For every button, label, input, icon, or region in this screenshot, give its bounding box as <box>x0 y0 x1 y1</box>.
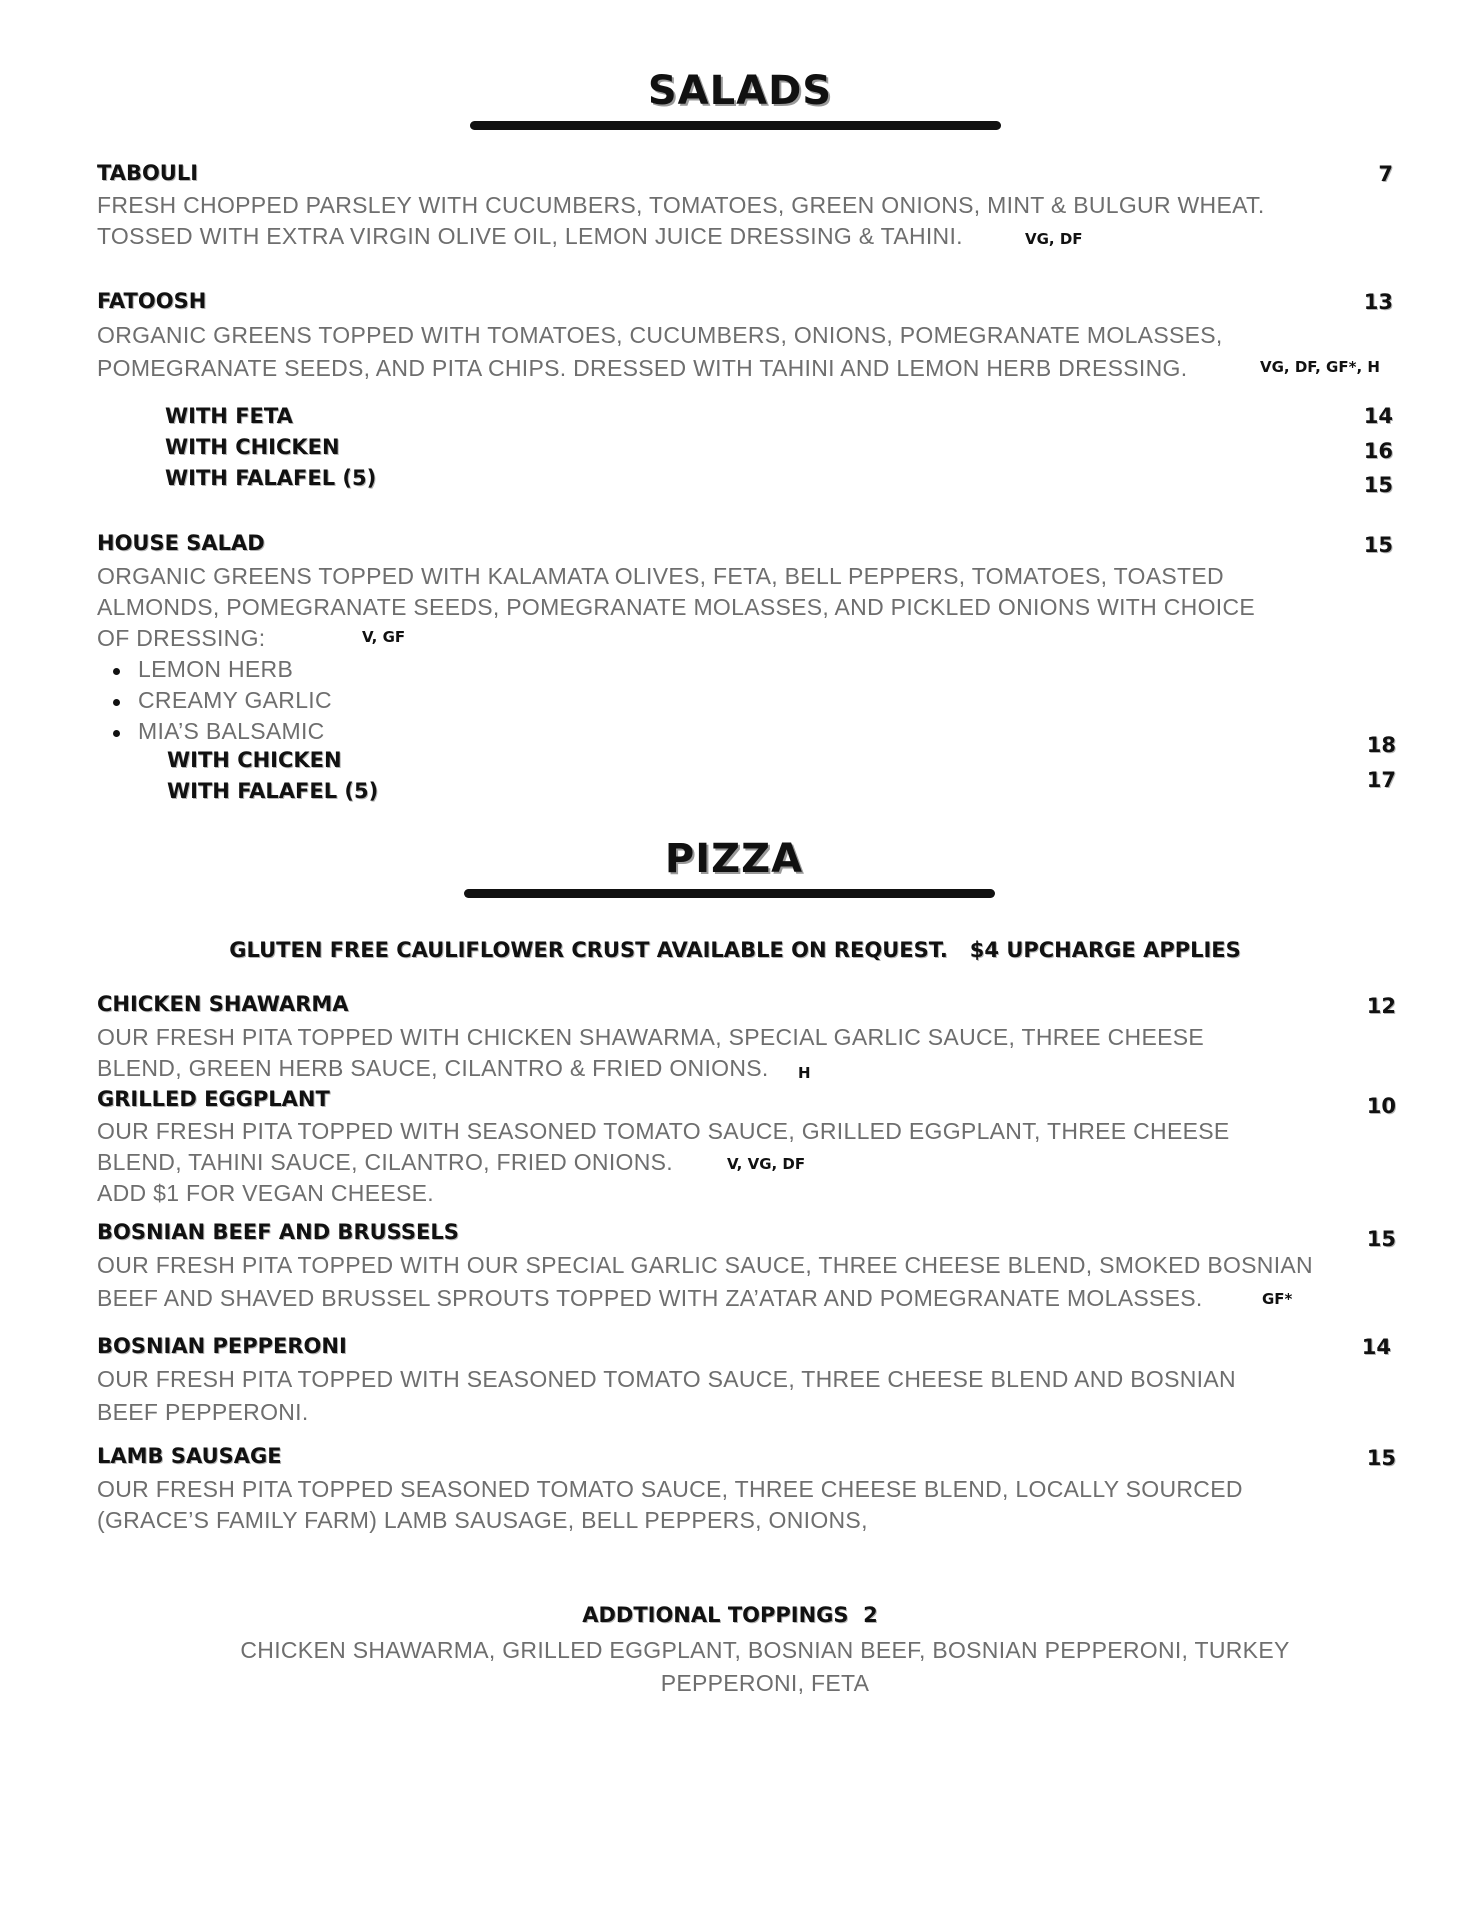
grilled-eggplant-desc-line-1: OUR FRESH PITA TOPPED WITH SEASONED TOMATO SAUCE, GRILLED EGGPLANT, THREE CHEESE <box>97 1118 1230 1144</box>
dressing-option-balsamic: MIA’S BALSAMIC <box>138 718 325 744</box>
fatoosh-addon-chicken-price: 16 <box>1363 439 1393 463</box>
lamb-sausage-price: 15 <box>1366 1446 1396 1470</box>
house-salad-addon-falafel: WITH FALAFEL (5) <box>167 779 379 803</box>
gluten-free-crust-notice: GLUTEN FREE CAULIFLOWER CRUST AVAILABLE ON REQUEST. $4 UPCHARGE APPLIES <box>229 938 1241 962</box>
chicken-shawarma-desc-line-1: OUR FRESH PITA TOPPED WITH CHICKEN SHAWARMA, SPECIAL GARLIC SAUCE, THREE CHEESE <box>97 1024 1205 1050</box>
tabouli-price: 7 <box>1378 162 1393 186</box>
grilled-eggplant-dietary-tags: V, VG, DF <box>727 1155 806 1173</box>
grilled-eggplant-desc-line-3: ADD $1 FOR VEGAN CHEESE. <box>97 1180 434 1206</box>
dressing-bullet <box>113 699 120 706</box>
house-salad-addon-chicken-price: 18 <box>1366 733 1396 757</box>
fatoosh-addon-falafel: WITH FALAFEL (5) <box>165 466 377 490</box>
house-salad-desc-line-1: ORGANIC GREENS TOPPED WITH KALAMATA OLIVES, FETA, BELL PEPPERS, TOMATOES, TOASTED <box>97 563 1224 589</box>
fatoosh-dietary-tags: VG, DF, GF*, H <box>1260 358 1380 376</box>
salads-heading-rule <box>470 121 1001 130</box>
chicken-shawarma-desc-line-2: BLEND, GREEN HERB SAUCE, CILANTRO & FRIED ONIONS. <box>97 1055 769 1081</box>
bosnian-beef-price: 15 <box>1366 1227 1396 1251</box>
bosnian-pepperoni-name: BOSNIAN PEPPERONI <box>97 1334 347 1358</box>
lamb-sausage-desc-line-1: OUR FRESH PITA TOPPED SEASONED TOMATO SAUCE, THREE CHEESE BLEND, LOCALLY SOURCED <box>97 1476 1243 1502</box>
lamb-sausage-name: LAMB SAUSAGE <box>97 1444 282 1468</box>
house-salad-desc-line-3: OF DRESSING: <box>97 625 266 651</box>
tabouli-desc-line-1: FRESH CHOPPED PARSLEY WITH CUCUMBERS, TOMATOES, GREEN ONIONS, MINT & BULGUR WHEAT. <box>97 192 1265 218</box>
fatoosh-addon-falafel-price: 15 <box>1363 473 1393 497</box>
fatoosh-desc-line-1: ORGANIC GREENS TOPPED WITH TOMATOES, CUCUMBERS, ONIONS, POMEGRANATE MOLASSES, <box>97 322 1223 348</box>
tabouli-desc-line-2: TOSSED WITH EXTRA VIRGIN OLIVE OIL, LEMON JUICE DRESSING & TAHINI. <box>97 223 963 249</box>
tabouli-dietary-tags: VG, DF <box>1025 230 1083 248</box>
bosnian-pepperoni-desc-line-1: OUR FRESH PITA TOPPED WITH SEASONED TOMATO SAUCE, THREE CHEESE BLEND AND BOSNIAN <box>97 1366 1236 1392</box>
tabouli-name: TABOULI <box>97 161 199 185</box>
pizza-heading: PIZZA <box>664 836 804 882</box>
pizza-heading-rule <box>464 889 995 898</box>
dressing-option-lemon-herb: LEMON HERB <box>138 656 294 682</box>
bosnian-beef-desc-line-1: OUR FRESH PITA TOPPED WITH OUR SPECIAL GARLIC SAUCE, THREE CHEESE BLEND, SMOKED BOSNIAN <box>97 1252 1313 1278</box>
salads-heading: SALADS <box>647 68 833 114</box>
chicken-shawarma-price: 12 <box>1366 994 1396 1018</box>
dressing-bullet <box>113 668 120 675</box>
house-salad-price: 15 <box>1363 533 1393 557</box>
additional-toppings-line-1: CHICKEN SHAWARMA, GRILLED EGGPLANT, BOSNIAN BEEF, BOSNIAN PEPPERONI, TURKEY <box>240 1637 1290 1663</box>
grilled-eggplant-price: 10 <box>1366 1094 1396 1118</box>
house-salad-name: HOUSE SALAD <box>97 531 265 555</box>
chicken-shawarma-name: CHICKEN SHAWARMA <box>97 992 349 1016</box>
chicken-shawarma-dietary-tags: H <box>798 1064 811 1082</box>
bosnian-beef-name: BOSNIAN BEEF AND BRUSSELS <box>97 1220 459 1244</box>
bosnian-pepperoni-price: 14 <box>1361 1335 1391 1359</box>
fatoosh-name: FATOOSH <box>97 289 207 313</box>
bosnian-pepperoni-desc-line-2: BEEF PEPPERONI. <box>97 1399 309 1425</box>
grilled-eggplant-name: GRILLED EGGPLANT <box>97 1087 330 1111</box>
additional-toppings-line-2: PEPPERONI, FETA <box>660 1670 870 1696</box>
grilled-eggplant-desc-line-2: BLEND, TAHINI SAUCE, CILANTRO, FRIED ONIONS. <box>97 1149 673 1175</box>
house-salad-desc-line-2: ALMONDS, POMEGRANATE SEEDS, POMEGRANATE MOLASSES, AND PICKLED ONIONS WITH CHOICE <box>97 594 1256 620</box>
dressing-option-creamy-garlic: CREAMY GARLIC <box>138 687 332 713</box>
bosnian-beef-desc-line-2: BEEF AND SHAVED BRUSSEL SPROUTS TOPPED WITH ZA’ATAR AND POMEGRANATE MOLASSES. <box>97 1285 1203 1311</box>
house-salad-addon-falafel-price: 17 <box>1366 768 1396 792</box>
bosnian-beef-dietary-tags: GF* <box>1262 1290 1293 1308</box>
house-salad-dietary-tags: V, GF <box>362 628 406 646</box>
lamb-sausage-desc-line-2: (GRACE’S FAMILY FARM) LAMB SAUSAGE, BELL PEPPERS, ONIONS, <box>97 1507 868 1533</box>
fatoosh-addon-chicken: WITH CHICKEN <box>165 435 340 459</box>
additional-toppings-title: ADDTIONAL TOPPINGS 2 <box>582 1603 878 1627</box>
fatoosh-addon-feta: WITH FETA <box>165 404 293 428</box>
fatoosh-desc-line-2: POMEGRANATE SEEDS, AND PITA CHIPS. DRESSED WITH TAHINI AND LEMON HERB DRESSING. <box>97 355 1188 381</box>
dressing-bullet <box>113 730 120 737</box>
house-salad-addon-chicken: WITH CHICKEN <box>167 748 342 772</box>
fatoosh-addon-feta-price: 14 <box>1363 404 1393 428</box>
fatoosh-price: 13 <box>1363 290 1393 314</box>
